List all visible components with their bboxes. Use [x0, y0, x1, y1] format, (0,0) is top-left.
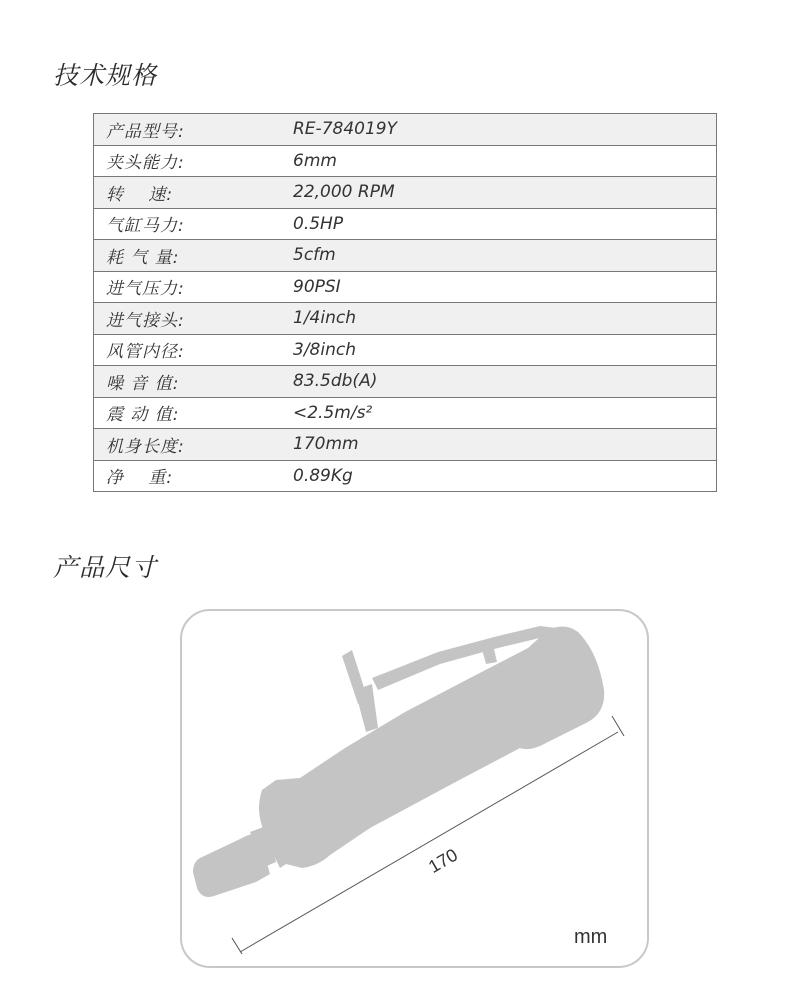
spec-label: 噪 音 值:	[94, 366, 282, 398]
spec-value: 0.5HP	[281, 208, 717, 240]
die-grinder-icon	[193, 626, 604, 897]
spec-label: 夹头能力:	[94, 145, 282, 177]
spec-label: 气缸马力:	[94, 208, 282, 240]
spec-label: 产品型号:	[94, 114, 282, 146]
spec-value: <2.5m/s²	[281, 397, 717, 429]
spec-label: 震 动 值:	[94, 397, 282, 429]
specs-title: 技术规格	[53, 61, 158, 90]
spec-value: 3/8inch	[281, 334, 717, 366]
spec-label: 耗 气 量:	[94, 240, 282, 272]
spec-value: 6mm	[281, 145, 717, 177]
spec-label: 转 速:	[94, 177, 282, 209]
spec-label: 风管内径:	[94, 334, 282, 366]
spec-value: 5cfm	[281, 240, 717, 272]
dimension-length-label: 170	[424, 844, 462, 877]
spec-label: 进气接头:	[94, 303, 282, 335]
spec-label: 机身长度:	[94, 429, 282, 461]
dimension-unit: mm	[574, 926, 608, 948]
spec-value: 170mm	[281, 429, 717, 461]
spec-value: RE-784019Y	[281, 114, 717, 146]
spec-value: 0.89Kg	[281, 460, 717, 492]
dimensions-title: 产品尺寸	[53, 553, 158, 582]
spec-value: 90PSI	[281, 271, 717, 303]
spec-label: 进气压力:	[94, 271, 282, 303]
spec-value: 83.5db(A)	[281, 366, 717, 398]
spec-value: 22,000 RPM	[281, 177, 717, 209]
spec-value: 1/4inch	[281, 303, 717, 335]
spec-label: 净 重:	[94, 460, 282, 492]
